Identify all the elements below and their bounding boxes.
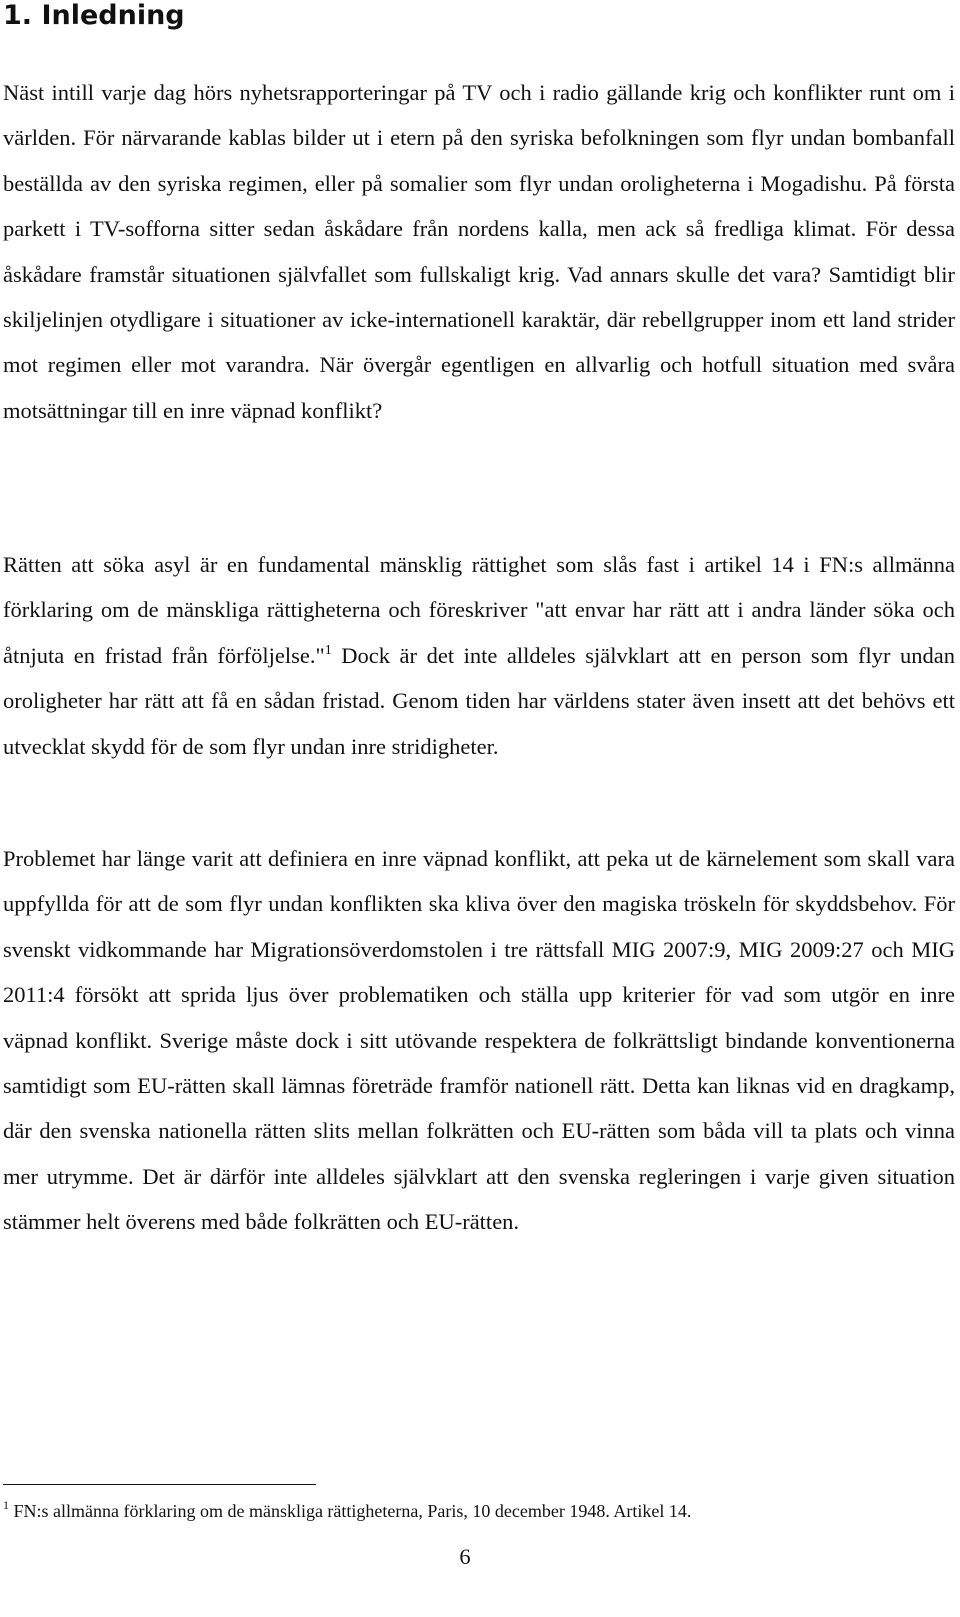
- footnote-text: FN:s allmänna förklaring om de mänskliga rättigheterna, Paris, 10 december 1948. Artikel 14.: [9, 1501, 692, 1521]
- paragraph-2-text-before: Rätten att söka asyl är en fundamental mänsklig rättighet som slås fast i artikel 14 i FN:s allmänna förklaring om de mänskliga rättigheterna och föreskriver "att envar har rätt att i andra länder söka och åtnjuta en fristad från förföljelse.": [3, 552, 955, 668]
- paragraph-2-text-after: Dock är det inte alldeles självklart att en person som flyr undan oroligheter har rätt att få en sådan fristad. Genom tiden har världens stater även insett att det behövs ett utvecklat skydd för de som flyr undan inre stridigheter.: [3, 642, 955, 759]
- footnote-separator: [3, 1484, 316, 1485]
- section-heading: 1. Inledning: [3, 0, 185, 31]
- paragraph-1: Näst intill varje dag hörs nyhetsrapporteringar på TV och i radio gällande krig och konflikter runt om i världen. För närvarande kablas bilder ut i etern på den syriska befolkningen som flyr undan bombanfall beställda av den syriska regimen, eller på somalier som flyr undan oroligheterna i Mogadishu. På första parkett i TV-sofforna sitter sedan åskådare från nordens kalla, men ack så fredliga klimat. För dessa åskådare framstår situationen självfallet som fullskaligt krig. Vad annars skulle det vara? Samtidigt blir skiljelinjen otydligare i situationer av icke-internationell karaktär, där rebellgrupper inom ett land strider mot regimen eller mot varandra. När övergår egentligen en allvarlig och hotfull situation med svåra motsättningar till en inre väpnad konflikt?: [3, 80, 955, 423]
- footnote-number: 1: [3, 1498, 9, 1512]
- footnote-reference[interactable]: 1: [324, 642, 332, 658]
- paragraph-2: [3, 542, 955, 769]
- page-number: 6: [459, 1544, 471, 1569]
- footnote: [3, 1498, 691, 1524]
- paragraph-3: Problemet har länge varit att definiera en inre väpnad konflikt, att peka ut de kärnelement som skall vara uppfyllda för att de som flyr undan konflikten ska kliva över den magiska tröskeln för skyddsbehov. För svenskt vidkommande har Migrationsöverdomstolen i tre rättsfall MIG 2007:9, MIG 2009:27 och MIG 2011:4 försökt att sprida ljus över problematiken och ställa upp kriterier för vad som utgör en inre väpnad konflikt. Sverige måste dock i sitt utövande respektera de folkrättsligt bindande konventionerna samtidigt som EU-rätten skall lämnas företräde framför nationell rätt. Detta kan liknas vid en dragkamp, där den svenska nationella rätten slits mellan folkrätten och EU-rätten som båda vill ta plats och vinna mer utrymme. Det är därför inte alldeles självklart att den svenska regleringen i varje given situation stämmer helt överens med både folkrätten och EU-rätten.: [3, 846, 955, 1235]
